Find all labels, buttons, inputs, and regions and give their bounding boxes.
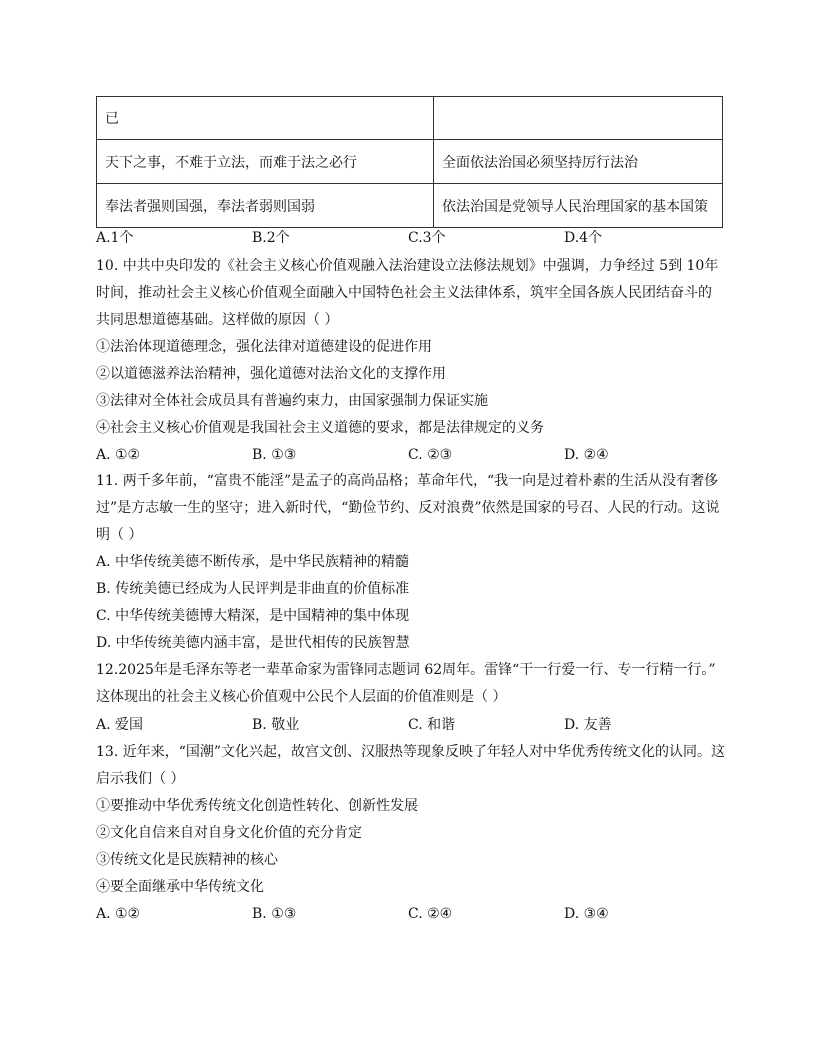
q13-statement: ①要推动中华优秀传统文化创造性转化、创新性发展 — [96, 798, 418, 814]
option-c: C. ②③ — [408, 447, 453, 463]
table-cell: 天下之事，不难于立法，而难于法之必行 — [97, 140, 434, 184]
option-a: A.1个 — [96, 230, 134, 246]
table-cell: 依法治国是党领导人民治理国家的基本国策 — [434, 184, 723, 228]
option-b: B.2个 — [252, 230, 290, 246]
q10-stem-line: 10. 中共中央印发的《社会主义核心价值观融入法治建设立法修法规划》中强调，力争经过 5到 10年 — [96, 258, 719, 274]
q11-choice: B. 传统美德已经成为人民评判是非曲直的价值标准 — [96, 581, 410, 597]
option-b: B. 敬业 — [252, 717, 300, 733]
q9-options — [96, 228, 726, 248]
q11-choice: A. 中华传统美德不断传承，是中华民族精神的精髓 — [96, 554, 410, 570]
table-cell — [434, 97, 723, 140]
q13-statement: ③传统文化是民族精神的核心 — [96, 852, 278, 868]
table-row — [97, 184, 723, 228]
option-d: D. ③④ — [564, 906, 609, 922]
option-d: D. ②④ — [564, 447, 609, 463]
option-a: A. ①② — [96, 447, 141, 463]
q11-choice: D. 中华传统美德内涵丰富，是世代相传的民族智慧 — [96, 635, 410, 651]
q13-statement: ②文化自信来自对自身文化价值的充分肯定 — [96, 825, 362, 841]
table-cell: 奉法者强则国强，奉法者弱则国弱 — [97, 184, 434, 228]
q13-stem-line: 13. 近年来，“国潮”文化兴起，故宫文创、汉服热等现象反映了年轻人对中华优秀传统文化的认同。这 — [96, 744, 726, 760]
q10-statement: ②以道德滋养法治精神，强化道德对法治文化的支撑作用 — [96, 366, 446, 382]
option-b: B. ①③ — [252, 447, 297, 463]
table-row — [97, 140, 723, 184]
option-b: B. ①③ — [252, 906, 297, 922]
q10-statement: ①法治体现道德理念，强化法律对道德建设的促进作用 — [96, 339, 432, 355]
table-row — [97, 97, 723, 140]
q12-options — [96, 715, 726, 735]
option-a: A. ①② — [96, 906, 141, 922]
q10-statement: ④社会主义核心价值观是我国社会主义道德的要求，都是法律规定的义务 — [96, 420, 544, 436]
table-cell: 已 — [97, 97, 434, 140]
q10-stem-line: 时间，推动社会主义核心价值观全面融入中国特色社会主义法律体系，筑牢全国各族人民团结奋斗的 — [96, 285, 712, 301]
q11-stem-line: 明（ ） — [96, 527, 143, 543]
option-d: D. 友善 — [564, 717, 612, 733]
q12-stem-line: 12.2025年是毛泽东等老一辈革命家为雷锋同志题词 62周年。雷锋“干一行爱一行、专一行精一行。” — [96, 662, 716, 678]
option-c: C. 和谐 — [408, 717, 456, 733]
comparison-table — [96, 96, 723, 228]
option-d: D.4个 — [564, 230, 603, 246]
q13-stem-line: 启示我们（ ） — [96, 771, 185, 787]
q12-stem-line: 这体现出的社会主义核心价值观中公民个人层面的价值准则是（ ） — [96, 689, 507, 705]
option-c: C.3个 — [408, 230, 446, 246]
table-cell: 全面依法治国必须坚持厉行法治 — [434, 140, 723, 184]
q10-statement: ③法律对全体社会成员具有普遍约束力，由国家强制力保证实施 — [96, 393, 488, 409]
q10-options — [96, 445, 726, 465]
q11-stem-line: 过”是方志敏一生的坚守；进入新时代，“勤俭节约、反对浪费”依然是国家的号召、人民的行动。这说 — [96, 500, 720, 516]
q11-stem-line: 11. 两千多年前，“富贵不能淫”是孟子的高尚品格；革命年代，“我一向是过着朴素的生活从没有奢侈 — [96, 473, 719, 489]
q11-choice: C. 中华传统美德博大精深，是中国精神的集中体现 — [96, 608, 410, 624]
q13-options — [96, 904, 726, 924]
q10-stem-line: 共同思想道德基础。这样做的原因（ ） — [96, 312, 339, 328]
option-c: C. ②④ — [408, 906, 453, 922]
q13-statement: ④要全面继承中华传统文化 — [96, 879, 264, 895]
option-a: A. 爱国 — [96, 717, 144, 733]
